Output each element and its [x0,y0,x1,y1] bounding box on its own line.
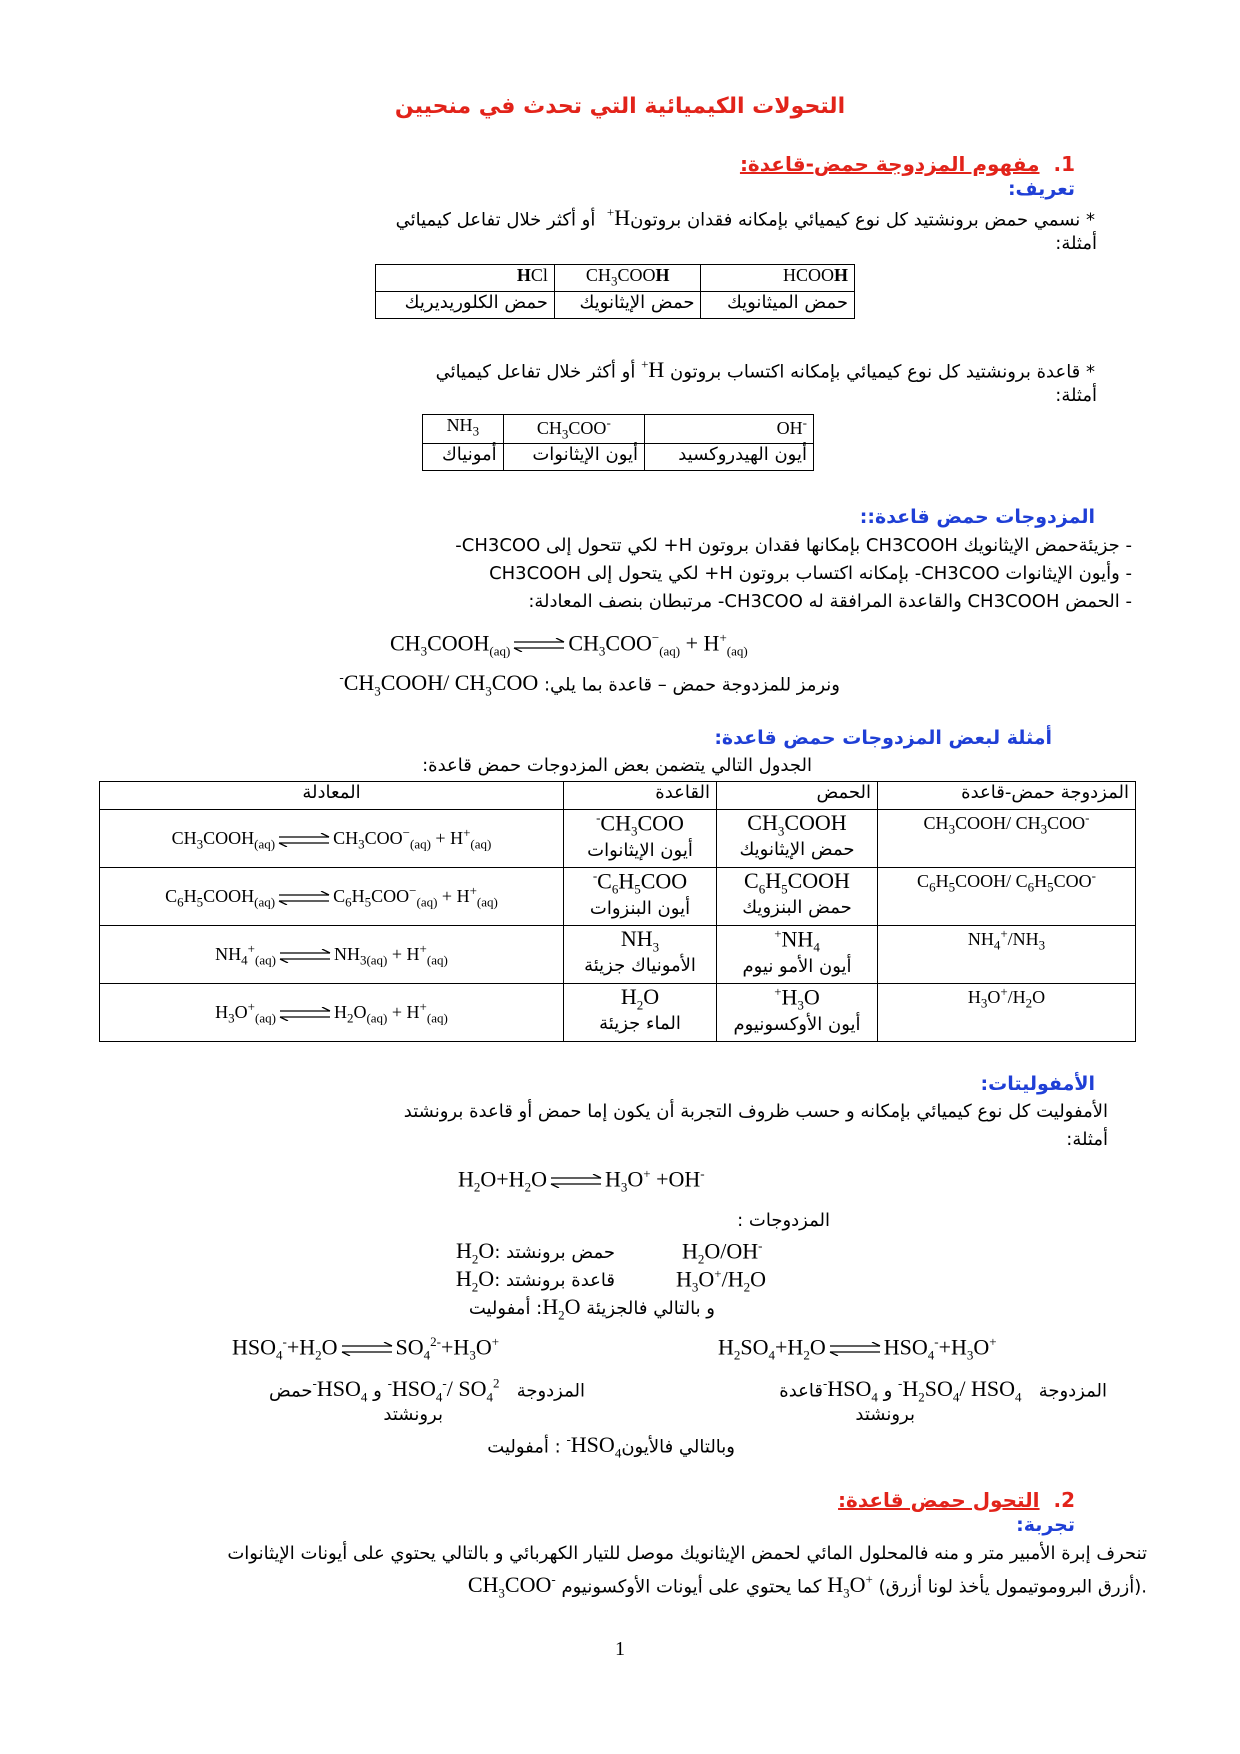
section-1-heading: 1. مفهوم المزدوجة حمض-قاعدة: [739,152,1075,176]
base-name: أمونياك [423,443,504,470]
equilibrium-arrow-icon [340,1342,394,1356]
base-cell: $CH_3COO^-$ أيون الإيثانوات [564,810,717,868]
examples-heading: أمثلة لبعض المزدوجات حمض قاعدة: [714,727,1052,749]
column-header: الحمض [717,782,878,810]
right-bronsted: برونشتد [855,1404,915,1425]
acid-name: حمض الكلوريديريك [376,292,555,319]
experiment-line-2: $CH_3COO^-$ كما يحتوي على أيونات الأوكسونيوم $H_3O^+$ (أزرق البروموتيمول يأخذ لونا أزرق). [467,1572,1147,1601]
column-header: المعادلة [100,782,564,810]
page-number: 1 [615,1638,625,1660]
base-cell: $H_2O$ الماء جزيئة [564,984,717,1042]
examples-intro: الجدول التالي يتضمن بعض المزدوجات حمض قاعدة: [422,755,812,776]
left-bronsted: برونشتد [383,1404,443,1425]
pair-cell: $C_6H_5COOH/$ $C_6H_5COO^-$ [878,868,1136,926]
equilibrium-arrow-icon [278,949,332,963]
equilibrium-arrow-icon [277,891,331,905]
acid-formula: $CH_3COOH$ [554,265,701,292]
pair-line-2: - وأيون الإيثانوات CH3COO- بإمكانه اكتساب بروتون H+ لكي يتحول إلى CH3COOH [489,563,1132,584]
acid-cell: $CH_3COOH$ حمض الإيثانويك [717,810,878,868]
table-row [100,868,1136,926]
h2o-base-role: $H_2O$: قاعدة برونشتد [455,1266,615,1295]
pairs-heading: المزدوجات حمض قاعدة:: [859,506,1095,528]
acid-definition: * نسمي حمض برونشتيد كل نوع كيميائي بإمكانه فقدان بروتونH+ أو أكثر خلال تفاعل كيميائي [395,205,1095,231]
equation-cell: $C_6H_5COOH_{(aq)}$ $C_6H_5COO^-_{(aq)} + H^+_{(aq)}$ [100,868,564,926]
left-pair-description: المزدوجة $HSO_4^-/$ $SO_4^{2-}$ و $HSO_4^-حمض$ [268,1376,585,1405]
equation-cell: $H_3O^+_{(aq)}$ $H_2O_{(aq)} + H^+_{(aq)}$ [100,984,564,1042]
half-equation: $CH_3COOH_{(aq)}$ $CH_3COO^-_{(aq)} + H^+_{(aq)}$ [390,630,748,659]
acid-examples-label: أمثلة: [1055,233,1097,254]
acid-cell: $NH_4^+$ أيون الأمو نيوم [717,926,878,984]
acid-formula: HCl [376,265,555,292]
base-definition: * قاعدة برونشتيد كل نوع كيميائي بإمكانه اكتساب بروتون H+ أو أكثر خلال تفاعل كيميائي [435,357,1095,383]
right-pair-description: المزدوجة $H_2SO_4/$ $HSO_4^-$ و $HSO_4^-قاعدة$ [779,1376,1107,1405]
pair-cell: $NH_4^+/NH_3$ [878,926,1136,984]
pair-line-1: - جزيئةحمض الإيثانويك CH3COOH بإمكانها فقدان بروتون H+ لكي تتحول إلى CH3COO- [455,535,1132,556]
amphoteres-definition: الأمفوليت كل نوع كيميائي بإمكانه و حسب ظروف التجربة أن يكون إما حمض أو قاعدة برونشتد [403,1101,1108,1122]
pair-cell: $CH_3COOH/$ $CH_3COO^-$ [878,810,1136,868]
h2so4-equation: $H_2SO_4+H_2O$ $HSO_4^-+H_3O^+$ [718,1334,997,1363]
acid-formula: HCOOH [701,265,855,292]
column-header: القاعدة [564,782,717,810]
pairs-table [99,781,1136,1042]
base-name: أيون الهيدروكسيد [645,443,814,470]
acid-name: حمض الميثانويك [701,292,855,319]
base-cell: $NH_3$ الأمونياك جزيئة [564,926,717,984]
pair-h3o-h2o: $H_3O^+/H_2O$ [676,1266,767,1295]
equation-cell: $NH_4^+_{(aq)}$ $NH_{3(aq)} + H^+_{(aq)}$ [100,926,564,984]
h2o-conclusion: و بالتالي فالجزيئة $H_2O$: أمفوليت [468,1294,715,1323]
base-formula: $CH_3COO^-$ [503,415,644,444]
equilibrium-arrow-icon [549,1174,603,1188]
base-formula: OH- [645,415,814,444]
pair-cell: $H_3O^+/H_2O$ [878,984,1136,1042]
amphoteres-heading: الأمفوليتات: [980,1073,1095,1095]
hso4-conclusion: وبالتالي فالأيونHSO$_4$- : أمفوليت [487,1432,735,1461]
acid-cell: $C_6H_5COOH$ حمض البنزويك [717,868,878,926]
equilibrium-arrow-icon [277,833,331,847]
section-2-heading: 2. التحول حمض قاعدة: [838,1488,1075,1512]
acid-cell: $H_3O^+$ أيون الأوكسونيوم [717,984,878,1042]
autoprotolysis-equation: $H_2O+H_2O$ $H_3O^+ +OH^-$ [458,1166,705,1195]
h2o-acid-role: $H_2O$: حمض برونشتد [456,1238,615,1267]
experiment-label: تجربة: [1016,1514,1075,1536]
pair-h2o-oh: $H_2O/OH^-$ [682,1238,763,1267]
definition-label: تعريف: [1007,178,1075,200]
table-row [100,810,1136,868]
pairs-label: المزدوجات : [737,1210,830,1231]
column-header: المزدوجة حمض-قاعدة [878,782,1136,810]
hso4-acid-equation: $HSO_4^-+H_2O$ $SO_4^{2-}+H_3O^+$ [232,1334,500,1363]
equation-cell: $CH_3COOH_{(aq)}$ $CH_3COO^-_{(aq)} + H^+_{(aq)}$ [100,810,564,868]
table-row [100,926,1136,984]
equilibrium-arrow-icon [828,1342,882,1356]
pair-line-3: - الحمض CH3COOH والقاعدة المرافقة له CH3COO- مرتبطان بنصف المعادلة: [528,591,1132,612]
amphoteres-examples-label: أمثلة: [1066,1129,1108,1150]
bases-table [422,414,814,471]
base-cell: $C_6H_5COO^-$ أيون البنزوات [564,868,717,926]
page-title: التحولات الكيميائية التي تحدث في منحيين [394,94,846,119]
table-row [100,984,1136,1042]
acid-name: حمض الإيثانويك [554,292,701,319]
acids-table [375,264,855,319]
equilibrium-arrow-icon [278,1007,332,1021]
equilibrium-arrow-icon [512,638,566,652]
experiment-line-1: تنحرف إبرة الأمبير متر و منه فالمحلول المائي لحمض الإيثانويك موصل للتيار الكهربائي و بالتالي يحتوي على أيونات الإيثانوات [227,1543,1147,1564]
base-name: أيون الإيثانوات [503,443,644,470]
base-formula: $NH_3$ [423,415,504,444]
notation-line: ونرمز للمزدوجة حمض – قاعدة بما يلي: $CH_3COOH/$ $CH_3COO^-$ [339,670,840,699]
base-examples-label: أمثلة: [1055,385,1097,406]
